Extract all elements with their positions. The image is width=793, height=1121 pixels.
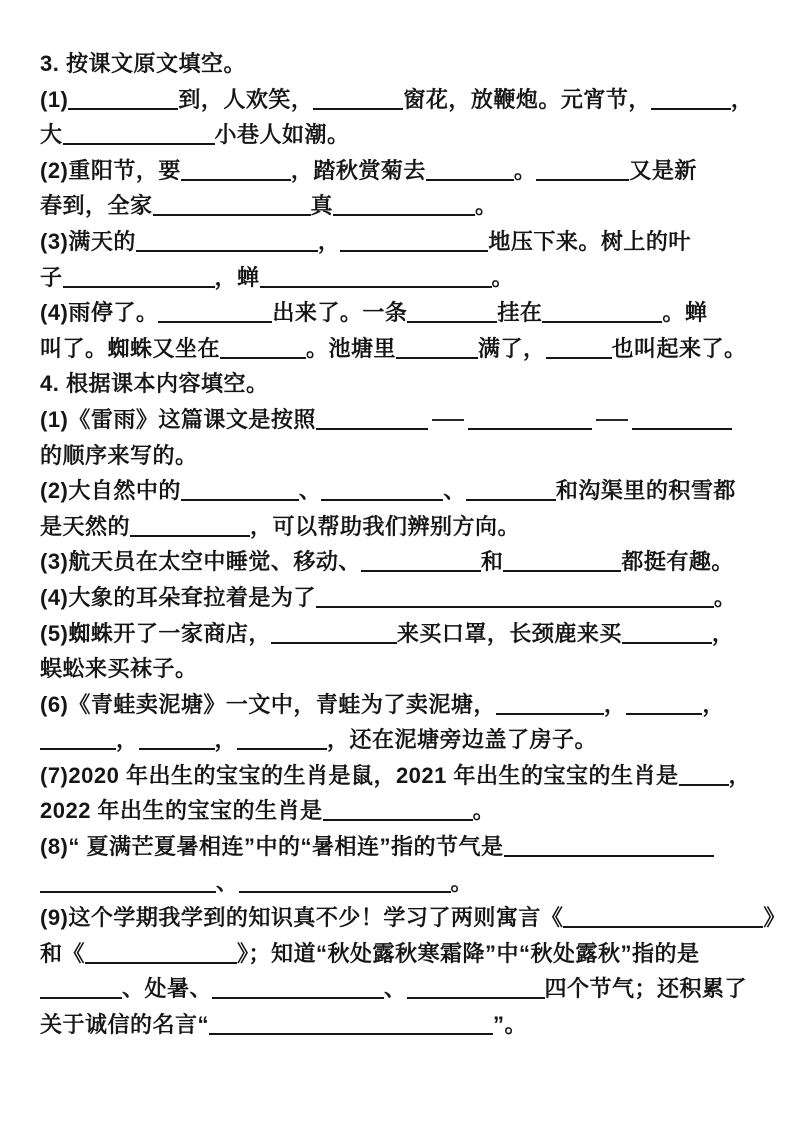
blank-field	[563, 920, 763, 928]
blank-field	[212, 991, 384, 999]
q4-6-line2	[40, 722, 760, 758]
text-run: ，	[702, 691, 725, 717]
q4-9-line2	[40, 936, 760, 972]
text-run: 又是新	[629, 157, 697, 183]
text-run: (4)雨停了。	[40, 300, 159, 326]
blank-field	[536, 173, 629, 181]
blank-field	[679, 778, 729, 786]
text-run: 蜈蚣来买袜子。	[40, 656, 198, 682]
blank-field	[426, 173, 514, 181]
text-run: 的顺序来写的。	[40, 442, 198, 468]
text-run: ，	[711, 620, 735, 646]
blank-field	[321, 493, 443, 501]
text-run: 。	[472, 798, 496, 824]
text-run: 2022 年出生的宝宝的生肖是	[40, 798, 323, 824]
blank-field	[68, 102, 178, 110]
text-run: 、	[384, 976, 407, 1002]
blank-field	[466, 493, 556, 501]
blank-field	[504, 849, 714, 857]
text-run: ，还在泥塘旁边盖了房子。	[327, 727, 598, 753]
q3-1-line1	[40, 82, 760, 118]
text-run: (9)这个学期我学到的知识真不少！学习了两则寓言《	[40, 905, 564, 931]
blank-field	[63, 280, 215, 288]
blank-field	[361, 564, 481, 572]
text-run: (6)《青蛙卖泥塘》一文中，青蛙为了卖泥塘，	[40, 691, 496, 717]
text-run: 叫了。蜘蛛又坐在	[40, 335, 221, 361]
text-run: 4. 根据课本内容填空。	[40, 371, 269, 397]
text-run: (2)大自然中的	[40, 478, 181, 504]
text-run: 和沟渠里的积雪都	[555, 478, 736, 504]
q3-3-line1	[40, 224, 760, 260]
blank-field	[153, 208, 311, 216]
blank-field	[260, 280, 492, 288]
text-run: ，可以帮助我们辨别方向。	[250, 513, 521, 539]
text-run: (5)蜘蛛开了一家商店，	[40, 620, 271, 646]
q4-8-line1	[40, 829, 760, 865]
text-run: 春到，全家	[40, 193, 153, 219]
text-run: (8)“ 夏满芒夏暑相连”中的“暑相连”指的节气是	[40, 834, 504, 860]
blank-field	[313, 102, 403, 110]
q3-2-line2	[40, 188, 760, 224]
blank-field	[40, 991, 122, 999]
blank-field	[340, 244, 488, 252]
blank-field	[622, 636, 712, 644]
text-run: 。	[450, 869, 474, 895]
text-run: 小巷人如潮。	[214, 122, 350, 148]
q3-2-line1	[40, 153, 760, 189]
blank-field	[496, 707, 604, 715]
q4-7-line1	[40, 758, 760, 794]
blank-field	[181, 493, 299, 501]
text-run: 。	[475, 193, 498, 219]
blank-field	[136, 244, 318, 252]
blank-field	[651, 102, 731, 110]
text-run: ，	[214, 727, 238, 753]
blank-field	[220, 351, 306, 359]
blank-field	[237, 742, 327, 750]
section4-title	[40, 366, 760, 402]
text-run: ，	[730, 86, 754, 112]
text-run: (2)重阳节，要	[40, 157, 181, 183]
blank-field	[626, 707, 702, 715]
blank-field	[239, 885, 451, 893]
text-run: 3. 按课文原文填空。	[40, 51, 246, 76]
q4-2-line2	[40, 509, 760, 545]
text-run: 。	[713, 584, 737, 610]
text-run: 子	[40, 264, 63, 290]
blank-field	[209, 1027, 493, 1035]
q4-5-line1	[40, 616, 760, 652]
text-run: 大	[40, 122, 63, 148]
q4-9-line3	[40, 971, 760, 1007]
text-run: 和	[480, 549, 504, 575]
q3-1-line2	[40, 117, 760, 153]
text-run: (1)	[40, 86, 69, 112]
q3-4-line2	[40, 331, 760, 367]
q4-3	[40, 544, 760, 580]
blank-field	[316, 422, 428, 430]
blank-field	[632, 422, 732, 430]
text-run: 和《	[40, 940, 86, 966]
text-run: 是天然的	[40, 513, 131, 539]
q4-9-line1	[40, 900, 786, 936]
text-run: 都挺有趣。	[621, 549, 734, 575]
text-run: 地压下来。树上的叶	[488, 228, 691, 254]
text-run: (4)大象的耳朵耷拉着是为了	[40, 584, 316, 610]
text-run: ，	[317, 228, 341, 254]
q4-1-line2	[40, 438, 760, 474]
q4-6-line1	[40, 687, 760, 723]
blank-field	[546, 351, 612, 359]
text-run: 挂在	[497, 300, 543, 326]
blank-field	[333, 208, 475, 216]
em-dash	[432, 419, 464, 421]
text-run: 。蝉	[662, 300, 708, 326]
text-run: ，蝉	[214, 264, 260, 290]
blank-field	[158, 315, 272, 323]
blank-field	[271, 636, 397, 644]
text-run: 窗花，放鞭炮。元宵节，	[403, 86, 651, 112]
text-run: (1)《雷雨》这篇课文是按照	[40, 406, 316, 432]
blank-field	[503, 564, 621, 572]
blank-field	[63, 137, 215, 145]
q4-5-line2	[40, 651, 760, 687]
text-run: 四个节气；还积累了	[544, 976, 748, 1002]
text-run: 、	[443, 478, 466, 504]
section3-title	[40, 46, 760, 82]
blank-field	[323, 813, 473, 821]
text-run: (7)2020 年出生的宝宝的生肖是鼠，2021 年出生的宝宝的生肖是	[40, 762, 679, 788]
text-run: 、	[298, 478, 322, 504]
text-run: 。池塘里	[306, 335, 397, 361]
text-run: 到，人欢笑，	[178, 86, 314, 112]
q4-9-line4	[40, 1007, 760, 1043]
blank-field	[181, 173, 291, 181]
blank-field	[542, 315, 662, 323]
text-run: 》；知道“秋处露秋寒霜降”中“秋处露秋”指的是	[237, 940, 700, 966]
blank-field	[468, 422, 592, 430]
blank-field	[407, 315, 497, 323]
text-run: ，	[116, 727, 139, 753]
text-run: 。	[491, 264, 515, 290]
text-run: 》	[763, 905, 786, 931]
blank-field	[40, 885, 216, 893]
text-run: 出来了。一条	[272, 300, 408, 326]
blank-field	[130, 529, 250, 537]
blank-field	[40, 742, 116, 750]
text-run: 、	[216, 869, 239, 895]
blank-field	[85, 956, 237, 964]
text-run: 真	[310, 193, 334, 219]
blank-field	[139, 742, 215, 750]
q4-8-line2	[40, 865, 760, 901]
text-run: (3)航天员在太空中睡觉、移动、	[40, 549, 361, 575]
text-run: 、处暑、	[122, 976, 213, 1002]
q4-7-line2	[40, 793, 760, 829]
q4-2-line1	[40, 473, 760, 509]
text-run: 。	[513, 157, 537, 183]
q3-3-line2	[40, 260, 760, 296]
q3-4-line1	[40, 295, 760, 331]
blank-field	[396, 351, 478, 359]
text-run: 也叫起来了。	[611, 335, 747, 361]
text-run: ”。	[493, 1012, 528, 1038]
text-run: ，	[728, 762, 752, 788]
text-run: (3)满天的	[40, 228, 136, 254]
blank-field	[316, 600, 714, 608]
text-run: ，	[603, 691, 627, 717]
text-run: 满了，	[478, 335, 546, 361]
q4-1-line1	[40, 402, 760, 438]
text-run: 来买口罩，长颈鹿来买	[396, 620, 622, 646]
blank-field	[407, 991, 545, 999]
q4-4	[40, 580, 760, 616]
em-dash	[596, 419, 628, 421]
text-run: ，踏秋赏菊去	[290, 157, 426, 183]
text-run: 关于诚信的名言“	[40, 1012, 210, 1038]
